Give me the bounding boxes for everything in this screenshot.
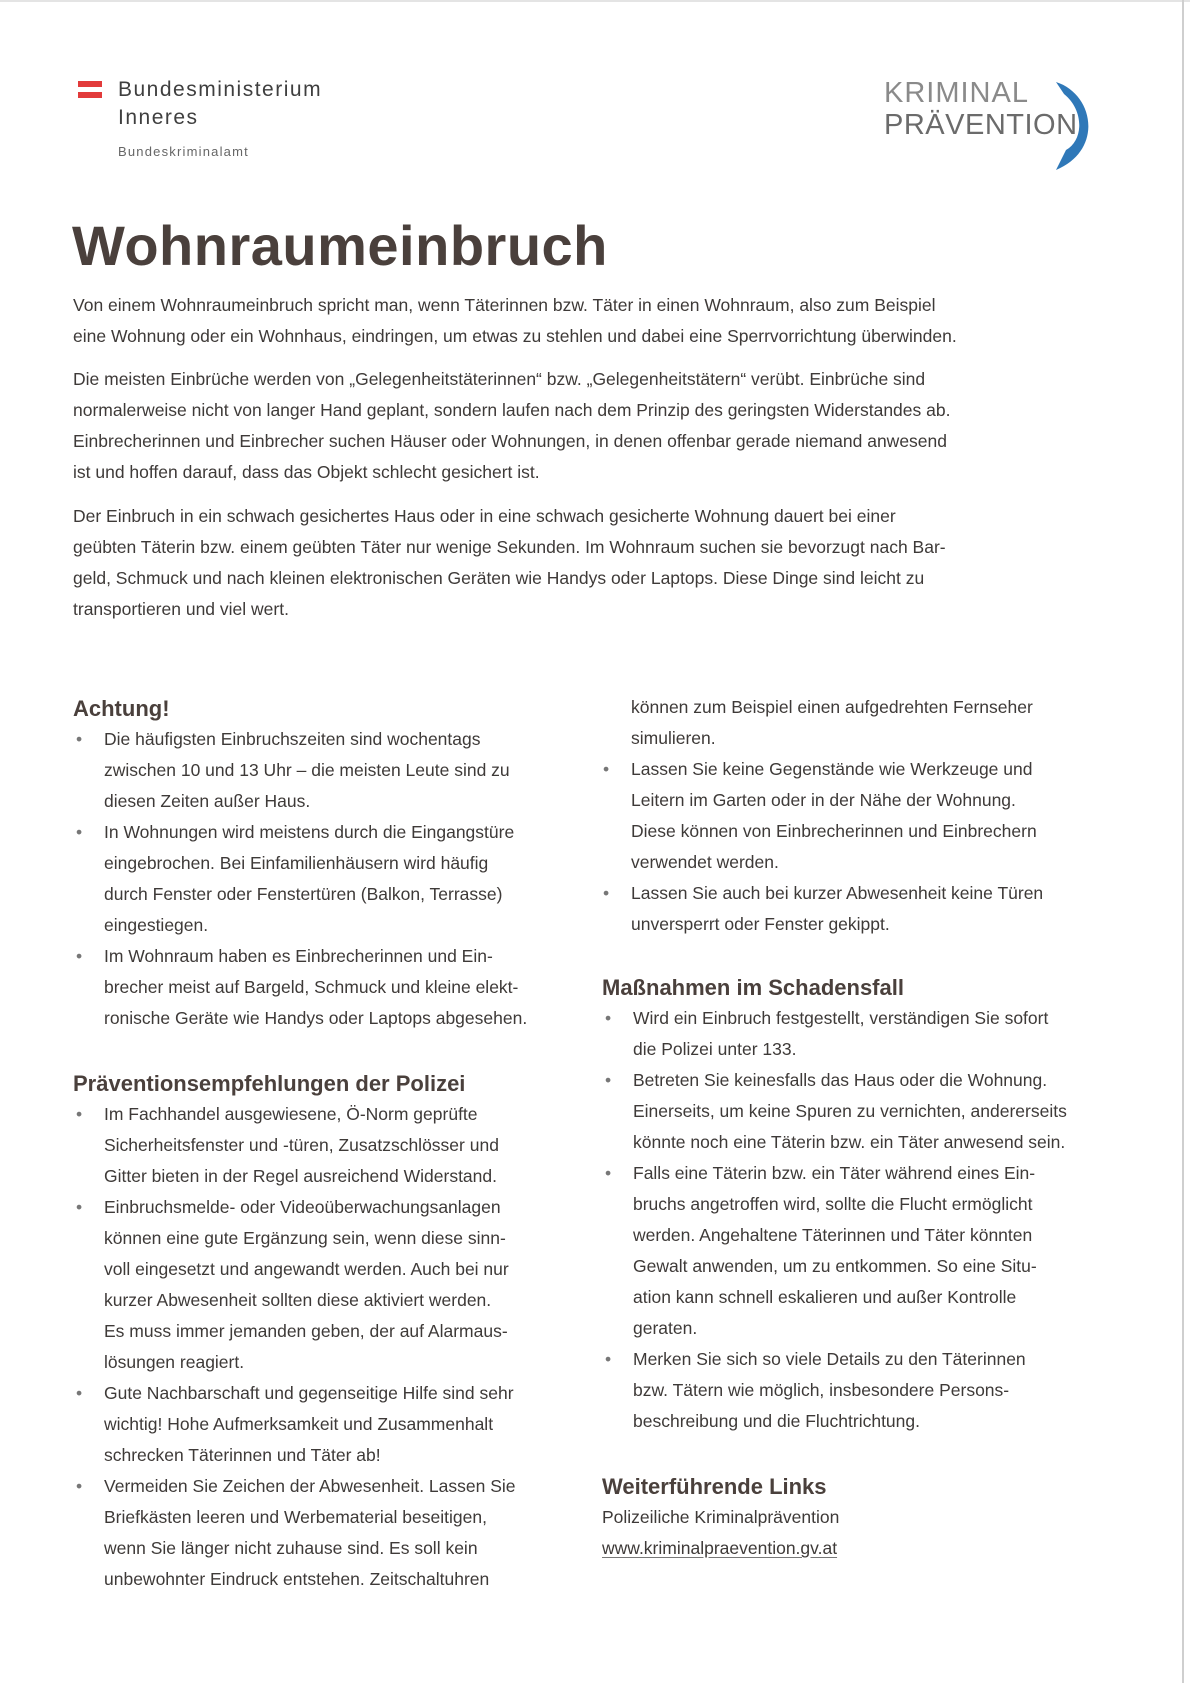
list-item: • Gute Nachbarschaft und gegenseitige Hilfe sind sehr wichtig! Hohe Aufmerksamkeit und Zusammenhalt schrecken Täterinnen und Täter ab! [76,1383,514,1465]
section-praevention-continued [600,692,1120,940]
bracket-arc-icon [1054,80,1100,172]
logo-text-line1: KRIMINAL [884,77,1029,109]
scan-edge-top [0,0,1190,2]
bullet-list [602,1003,1122,1437]
bullet-list [73,1099,593,1595]
ministry-subtitle: Bundeskriminalamt [118,144,249,159]
list-item: • Betreten Sie keinesfalls das Haus oder die Wohnung. Einerseits, um keine Spuren zu vernichten, andererseits könnte noch eine Täterin bzw. ein Täter anwesend sein. [605,1070,1067,1152]
list-item: • Im Fachhandel ausgewiesene, Ö-Norm geprüfte Sicherheitsfenster und -türen, Zusatzschlösser und Gitter bieten in der Regel ausreichend Widerstand. [76,1104,499,1186]
ministry-name [118,76,322,132]
text-line: geübten Täterin bzw. einem geübten Täter nur wenige Sekunden. Im Wohnraum suchen sie bevorzugt nach Bar- [73,537,946,557]
text-line: ist und hoffen darauf, dass das Objekt schlecht gesichert ist. [73,462,540,482]
logo-text-line2: PRÄVENTION [884,109,1078,141]
text-line: geld, Schmuck und nach kleinen elektronischen Geräten wie Handys oder Laptops. Diese Dinge sind leicht zu [73,568,925,588]
intro-paragraph-2 [73,364,1033,488]
section-links [602,1472,1122,1564]
ministry-name-line2: Inneres [118,106,199,129]
section-massnahmen [602,973,1122,1437]
intro-paragraph-3 [73,501,1033,625]
list-item: • Merken Sie sich so viele Details zu den Täterinnen bzw. Tätern wie möglich, insbesondere Persons- beschreibung und die Fluchtrichtung. [605,1349,1026,1431]
link-label: Polizeiliche Kriminalprävention [602,1507,840,1527]
text-line: Die meisten Einbrüche werden von „Gelegenheitstäterinnen“ bzw. „Gelegenheitstätern“ verübt. Einbrüche sind [73,369,926,389]
austrian-flag-icon [78,81,102,98]
section-heading: Weiterführende Links [602,1474,827,1499]
intro-paragraph-1 [73,290,1033,352]
section-praevention [73,1069,593,1595]
bullet-list [600,754,1120,940]
text-line: eine Wohnung oder ein Wohnhaus, eindringen, um etwas zu stehlen und dabei eine Sperrvorrichtung überwinden. [73,326,957,346]
list-item: • Lassen Sie auch bei kurzer Abwesenheit keine Türen unversperrt oder Fenster gekippt. [603,883,1044,934]
list-item: • Einbruchsmelde- oder Videoüberwachungsanlagen können eine gute Ergänzung sein, wenn diese sinn- voll eingesetzt und angewandt werden. Auch bei nur kurzer Abwesenheit sollten diese aktiviert werden. Es muss immer jemanden geben, der auf Alarmaus- lösungen reagiert. [76,1197,509,1372]
text-line: normalerweise nicht von langer Hand geplant, sondern laufen nach dem Prinzip des geringsten Widerstandes ab. [73,400,951,420]
list-item: • Wird ein Einbruch festgestellt, verständigen Sie sofort die Polizei unter 133. [605,1008,1049,1059]
section-heading: Maßnahmen im Schadensfall [602,975,904,1000]
section-heading: Achtung! [73,696,170,721]
bullet-list [73,724,593,1034]
list-item: • Die häufigsten Einbruchszeiten sind wochentags zwischen 10 und 13 Uhr – die meisten Leute sind zu diesen Zeiten außer Haus. [76,729,510,811]
list-item: • In Wohnungen wird meistens durch die Eingangstüre eingebrochen. Bei Einfamilienhäusern wird häufig durch Fenster oder Fenstertüren (Balkon, Terrasse) eingestiegen. [76,822,515,935]
page-title: Wohnraumeinbruch [72,214,608,277]
section-achtung [73,694,593,1034]
text-line: Einbrecherinnen und Einbrecher suchen Häuser oder Wohnungen, in denen offenbar gerade niemand anwesend [73,431,948,451]
text-line: Von einem Wohnraumeinbruch spricht man, wenn Täterinnen bzw. Täter in einen Wohnraum, also zum Beispiel [73,295,936,315]
kriminalpraevention-logo [884,76,1094,172]
list-item: • Falls eine Täterin bzw. ein Täter während eines Ein- bruchs angetroffen wird, sollte die Flucht ermöglicht werden. Angehaltene Täterinnen und Täter könnten Gewalt anwenden, um zu entkommen. So eine Situ- ation kann schnell eskalieren und außer Kontrolle geraten. [605,1163,1037,1338]
list-item: • Vermeiden Sie Zeichen der Abwesenheit. Lassen Sie Briefkästen leeren und Werbematerial beseitigen, wenn Sie länger nicht zuhause sind. Es soll kein unbewohnter Eindruck entstehen. Zeitschaltuhren [76,1476,516,1589]
list-item: • Im Wohnraum haben es Einbrecherinnen und Ein- brecher meist auf Bargeld, Schmuck und kleine elekt- ronische Geräte wie Handys oder Laptops abgesehen. [76,946,528,1028]
section-heading: Präventionsempfehlungen der Polizei [73,1071,466,1096]
text-line: Der Einbruch in ein schwach gesichertes Haus oder in eine schwach gesicherte Wohnung dauert bei einer [73,506,896,526]
list-item: • Lassen Sie keine Gegenstände wie Werkzeuge und Leitern im Garten oder in der Nähe der Wohnung. Diese können von Einbrecherinnen und Einbrechern verwendet werden. [603,759,1037,872]
ministry-name-line1: Bundesministerium [118,78,323,101]
list-item-continuation: können zum Beispiel einen aufgedrehten Fernseher simulieren. [631,697,1033,748]
scan-edge-right [1182,0,1184,1683]
text-line: transportieren und viel wert. [73,599,289,619]
kriminalpraevention-link[interactable]: www.kriminalpraevention.gv.at [602,1538,838,1558]
